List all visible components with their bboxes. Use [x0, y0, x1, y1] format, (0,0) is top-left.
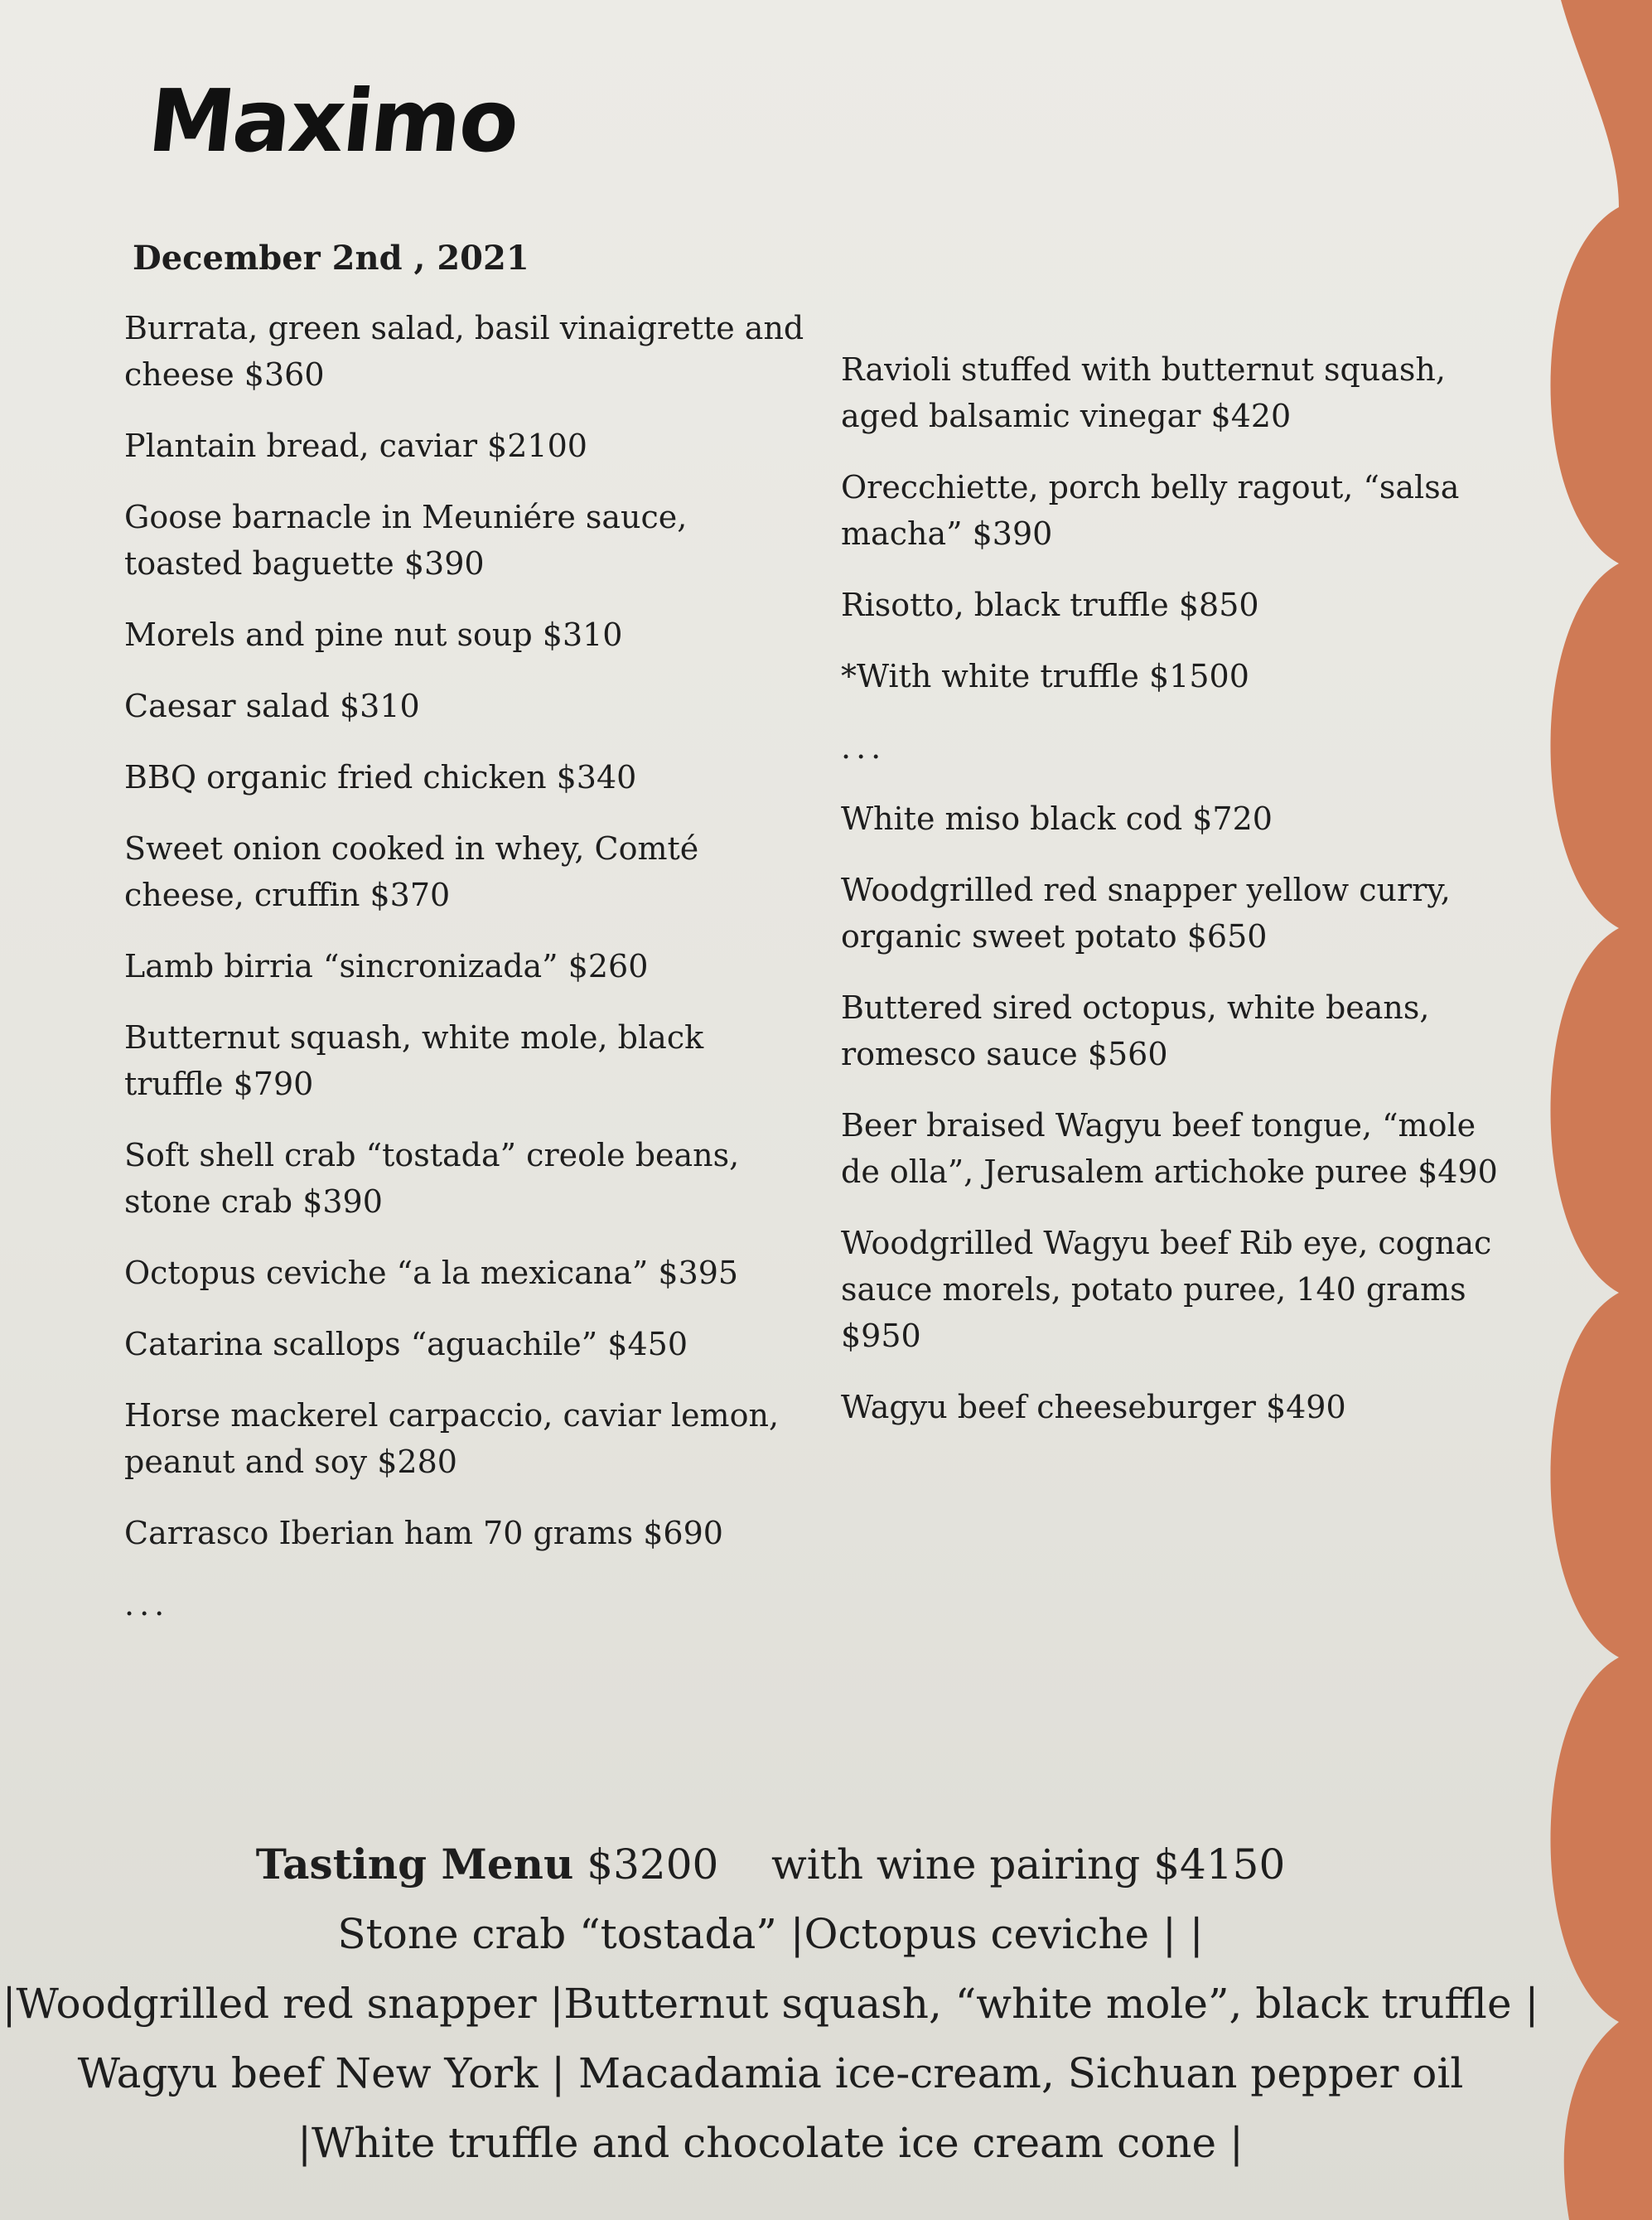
menu-item: Burrata, green salad, basil vinaigrette and cheese $360	[124, 310, 804, 393]
menu-item: Ravioli stuffed with butternut squash, aged balsamic vinegar $420	[841, 351, 1446, 434]
menu-item: White miso black cod $720	[841, 800, 1273, 837]
menu-item: Octopus ceviche “a la mexicana” $395	[124, 1255, 739, 1291]
menu-item: Lamb birria “sincronizada” $260	[124, 948, 649, 984]
menu-right-column	[841, 346, 1520, 1455]
menu-date: December 2nd , 2021	[133, 239, 529, 278]
menu-item: Goose barnacle in Meuniére sauce, toasted baguette $390	[124, 499, 688, 582]
menu-item: Wagyu beef cheeseburger $490	[841, 1389, 1346, 1425]
menu-item: Caesar salad $310	[124, 688, 420, 724]
menu-item: Butternut squash, white mole, black truffle $790	[124, 1019, 704, 1102]
tasting-menu-heading	[0, 1830, 1541, 1899]
menu-item: *With white truffle $1500	[841, 658, 1249, 694]
wine-pairing-price: with wine pairing $4150	[770, 1840, 1286, 1889]
tasting-menu	[0, 1830, 1541, 2178]
tasting-course-line: |White truffle and chocolate ice cream cone |	[297, 2119, 1244, 2167]
menu-item: Buttered sired octopus, white beans, romesco sauce $560	[841, 989, 1430, 1072]
menu-item: Horse mackerel carpaccio, caviar lemon, peanut and soy $280	[124, 1397, 780, 1480]
tasting-course-line: Stone crab “tostada” |Octopus ceviche | |	[337, 1910, 1204, 1958]
menu-item: Plantain bread, caviar $2100	[124, 428, 587, 464]
menu-item: Carrasco Iberian ham 70 grams $690	[124, 1515, 723, 1551]
menu-item: Woodgrilled red snapper yellow curry, organic sweet potato $650	[841, 872, 1451, 955]
menu-item: Soft shell crab “tostada” creole beans, stone crab $390	[124, 1137, 740, 1220]
restaurant-logo: Maximo	[143, 70, 523, 172]
menu-item: BBQ organic fried chicken $340	[124, 759, 637, 796]
tasting-menu-title: Tasting Menu	[255, 1840, 574, 1889]
menu-item: Sweet onion cooked in whey, Comté cheese, cruffin $370	[124, 830, 699, 913]
section-ellipsis: ...	[841, 729, 886, 766]
tasting-course-line: Wagyu beef New York | Macadamia ice-cream, Sichuan pepper oil	[77, 2049, 1464, 2097]
menu-item: Woodgrilled Wagyu beef Rib eye, cognac sauce morels, potato puree, 140 grams $950	[841, 1225, 1492, 1354]
tasting-menu-price: $3200	[587, 1840, 719, 1889]
menu-item: Risotto, black truffle $850	[841, 587, 1259, 623]
menu-item: Orecchiette, porch belly ragout, “salsa macha” $390	[841, 469, 1460, 552]
menu-item: Morels and pine nut soup $310	[124, 617, 623, 653]
menu-item: Catarina scallops “aguachile” $450	[124, 1326, 688, 1362]
menu-left-column	[124, 305, 812, 1652]
menu-item: Beer braised Wagyu beef tongue, “mole de olla”, Jerusalem artichoke puree $490	[841, 1107, 1498, 1190]
tasting-course-line: |Woodgrilled red snapper |Butternut squash, “white mole”, black truffle |	[2, 1980, 1539, 2028]
section-ellipsis: ...	[124, 1586, 170, 1623]
